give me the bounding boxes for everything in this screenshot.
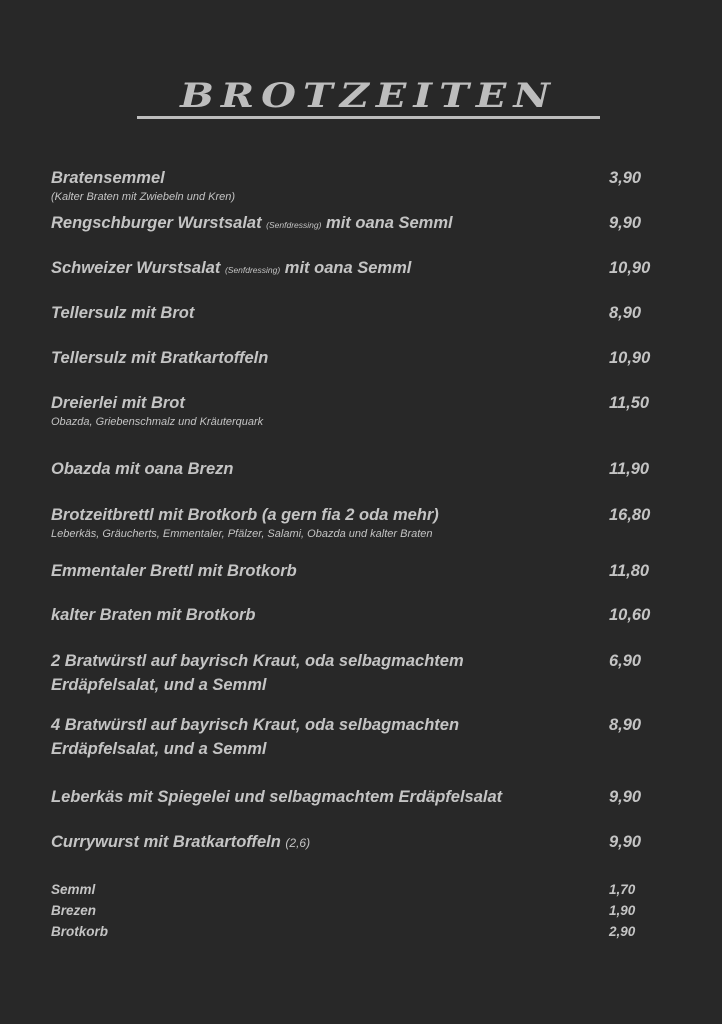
item-name: Tellersulz mit Brot	[51, 304, 195, 322]
item-price: 10,90	[609, 349, 651, 367]
item-name: Leberkäs mit Spiegelei und selbagmachtem Erdäpfelsalat	[51, 788, 503, 806]
item-name: kalter Braten mit Brotkorb	[51, 606, 256, 624]
item-name: Brotkorb	[51, 924, 108, 939]
item-name: Bratensemmel	[51, 169, 165, 187]
menu-item	[51, 785, 671, 809]
item-name: Dreierlei mit Brot	[51, 394, 185, 412]
item-price: 2,90	[609, 924, 636, 939]
menu-item	[51, 391, 671, 429]
item-note: Leberkäs, Gräucherts, Emmentaler, Pfälzer, Salami, Obazda und kalter Braten	[51, 528, 433, 540]
item-name-part: mit oana Semml	[321, 214, 453, 232]
extra-item	[51, 900, 671, 921]
item-price: 10,90	[609, 259, 651, 277]
menu-item	[51, 301, 671, 325]
item-name: 4 Bratwürstl auf bayrisch Kraut, oda selbagmachten Erdäpfelsalat, und a Semml	[51, 716, 460, 758]
item-name	[51, 256, 591, 282]
extra-item	[51, 879, 671, 900]
item-name: Semml	[51, 882, 96, 897]
item-price: 8,90	[609, 304, 642, 322]
menu-item	[51, 457, 671, 481]
item-name	[51, 830, 591, 855]
item-name: Emmentaler Brettl mit Brotkorb	[51, 562, 297, 580]
item-price: 11,50	[609, 394, 650, 412]
menu-item	[51, 256, 671, 282]
item-name: 2 Bratwürstl auf bayrisch Kraut, oda selbagmachtem Erdäpfelsalat, und a Semml	[51, 652, 464, 694]
item-price: 11,80	[609, 562, 650, 580]
item-note: Obazda, Griebenschmalz und Kräuterquark	[51, 416, 264, 428]
item-note: (Kalter Braten mit Zwiebeln und Kren)	[51, 191, 236, 203]
item-name	[51, 211, 591, 237]
item-price: 16,80	[609, 506, 651, 524]
menu-item	[51, 211, 671, 237]
item-price: 10,60	[609, 606, 651, 624]
item-price: 1,90	[609, 903, 636, 918]
item-price: 3,90	[609, 169, 642, 187]
item-allergens: (2,6)	[285, 836, 311, 850]
page-title: BROTZEITEN	[180, 75, 557, 116]
title-underline	[137, 116, 600, 119]
menu-item	[51, 830, 671, 855]
menu-item	[51, 503, 671, 541]
item-price: 8,90	[609, 716, 642, 734]
item-name: Brezen	[51, 903, 97, 918]
item-name-part: Currywurst mit Bratkartoffeln	[51, 833, 286, 851]
item-name: Brotzeitbrettl mit Brotkorb (a gern fia 2 oda mehr)	[51, 506, 439, 524]
item-name: Obazda mit oana Brezn	[51, 460, 234, 478]
item-name-part: Schweizer Wurstsalat	[51, 259, 225, 277]
menu-item	[51, 559, 671, 583]
item-price: 9,90	[609, 833, 642, 851]
menu-item	[51, 166, 671, 204]
item-qualifier: (Senfdressing)	[266, 220, 322, 230]
item-qualifier: (Senfdressing)	[224, 265, 281, 275]
item-name: Tellersulz mit Bratkartoffeln	[51, 349, 269, 367]
menu-item	[51, 603, 671, 627]
item-price: 11,90	[609, 460, 650, 478]
item-price: 6,90	[609, 652, 642, 670]
item-price: 9,90	[609, 788, 642, 806]
item-name-part: Rengschburger Wurstsalat	[51, 214, 267, 232]
menu-item	[51, 649, 671, 697]
item-name-part: mit oana Semml	[280, 259, 412, 277]
item-price: 1,70	[609, 882, 636, 897]
menu-item	[51, 713, 671, 761]
item-price: 9,90	[609, 214, 642, 232]
menu-item	[51, 346, 671, 370]
extra-item	[51, 921, 671, 942]
